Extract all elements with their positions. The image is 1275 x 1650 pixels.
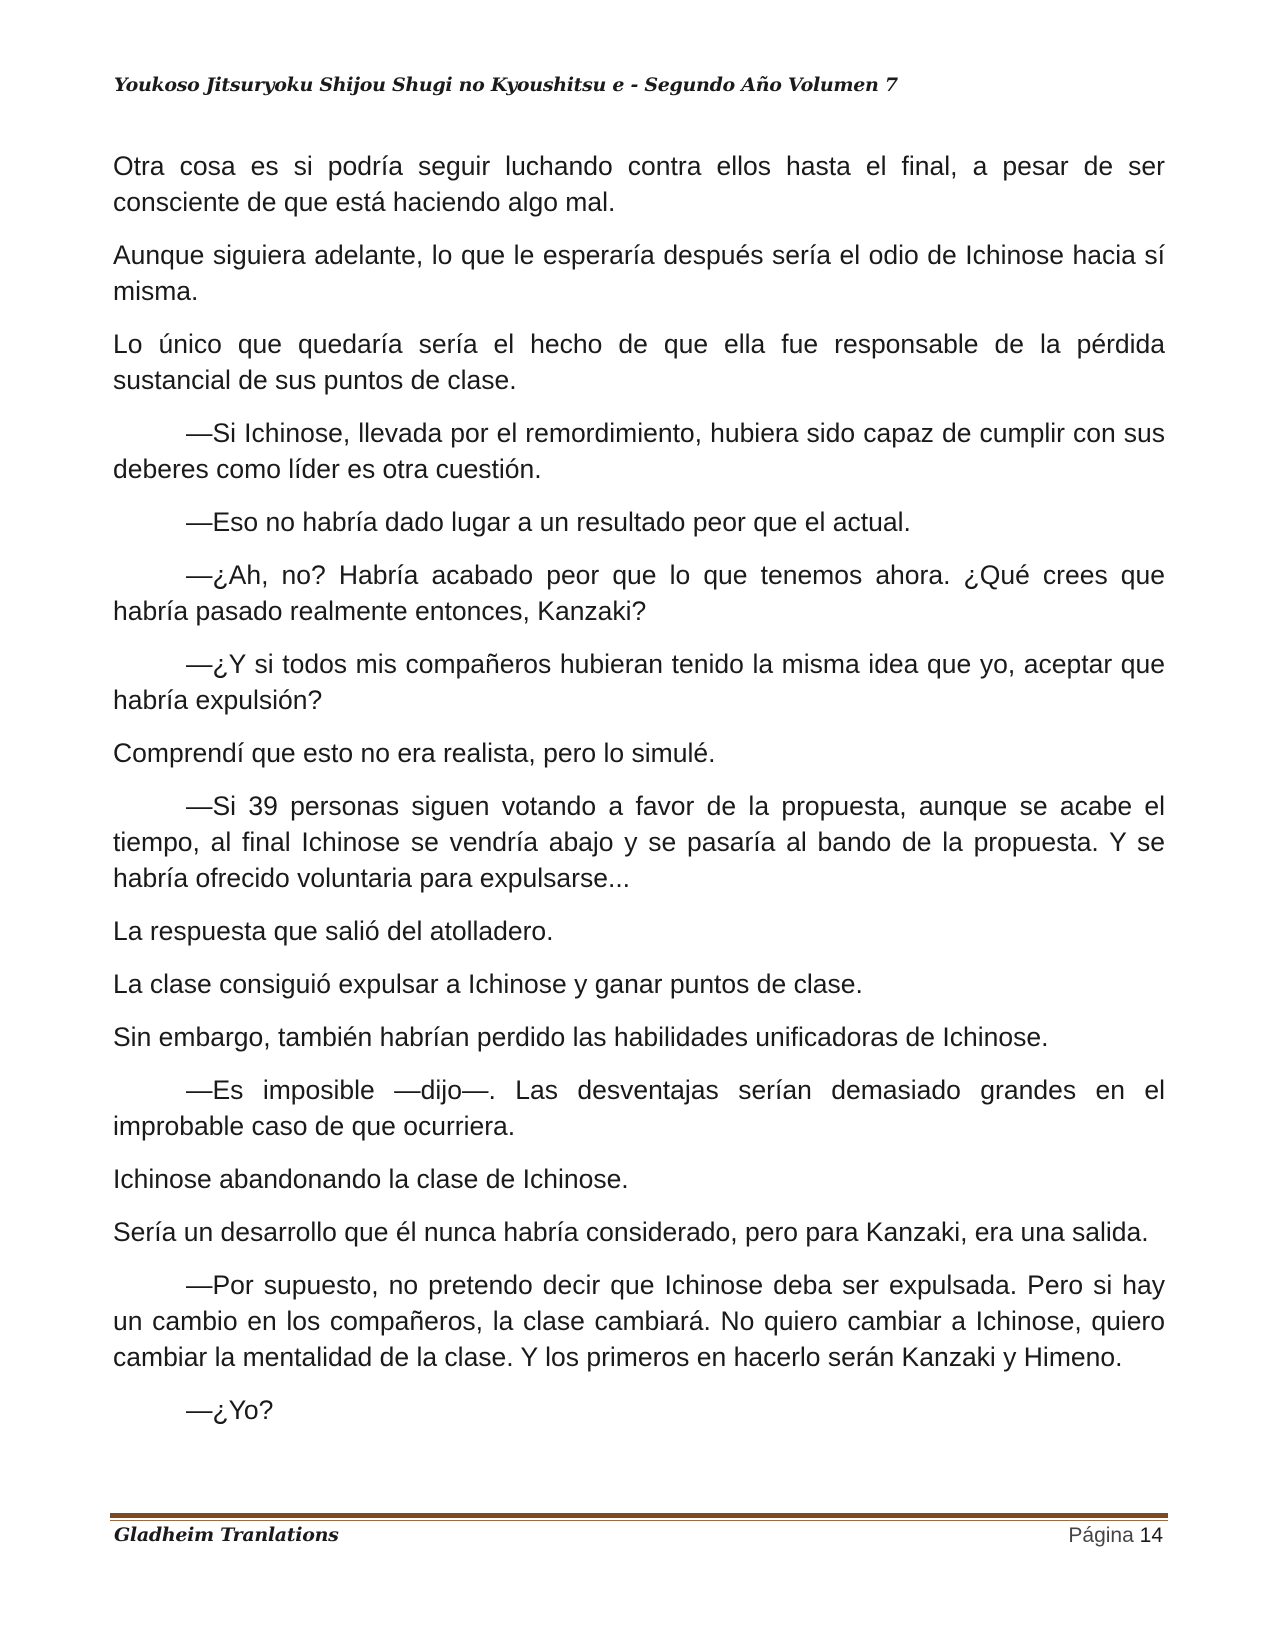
paragraph: La respuesta que salió del atolladero. bbox=[113, 916, 554, 946]
page-label: Página bbox=[1068, 1524, 1134, 1547]
paragraph: Lo único que quedaría sería el hecho de que ella fue responsable de la pérdida sustancial de sus puntos de clase. bbox=[113, 329, 1165, 395]
body-text bbox=[113, 148, 1165, 1445]
paragraph: Ichinose abandonando la clase de Ichinose. bbox=[113, 1164, 629, 1194]
dialogue-paragraph: —Es imposible —dijo—. Las desventajas serían demasiado grandes en el improbable caso de que ocurriera. bbox=[113, 1075, 1165, 1141]
footer-rule-thick bbox=[110, 1513, 1168, 1518]
dialogue-paragraph: —¿Y si todos mis compañeros hubieran tenido la misma idea que yo, aceptar que habría expulsión? bbox=[113, 649, 1165, 715]
paragraph: Comprendí que esto no era realista, pero lo simulé. bbox=[113, 738, 716, 768]
dialogue-paragraph: —Eso no habría dado lugar a un resultado peor que el actual. bbox=[186, 507, 911, 537]
footer-rule-thin bbox=[110, 1520, 1168, 1521]
dialogue-paragraph: —Si Ichinose, llevada por el remordimiento, hubiera sido capaz de cumplir con sus deberes como líder es otra cuestión. bbox=[113, 418, 1165, 484]
dialogue-paragraph: —Por supuesto, no pretendo decir que Ichinose deba ser expulsada. Pero si hay un cambio en los compañeros, la clase cambiará. No quiero cambiar a Ichinose, quiero cambiar la mentalidad de la clase. Y los primeros en hacerlo serán Kanzaki y Himeno. bbox=[113, 1270, 1165, 1372]
paragraph: Sin embargo, también habrían perdido las habilidades unificadoras de Ichinose. bbox=[113, 1022, 1049, 1052]
page-number: 14 bbox=[1139, 1524, 1163, 1547]
footer-credit: Gladheim Tranlations bbox=[114, 1524, 339, 1546]
paragraph: Otra cosa es si podría seguir luchando contra ellos hasta el final, a pesar de ser consciente de que está haciendo algo mal. bbox=[113, 151, 1165, 217]
dialogue-paragraph: —¿Yo? bbox=[186, 1395, 274, 1425]
page-number-block bbox=[1068, 1524, 1163, 1548]
dialogue-paragraph: —¿Ah, no? Habría acabado peor que lo que tenemos ahora. ¿Qué crees que habría pasado realmente entonces, Kanzaki? bbox=[113, 560, 1165, 626]
dialogue-paragraph: —Si 39 personas siguen votando a favor de la propuesta, aunque se acabe el tiempo, al final Ichinose se vendría abajo y se pasaría al bando de la propuesta. Y se habría ofrecido voluntaria para expulsarse... bbox=[113, 791, 1165, 893]
paragraph: Aunque siguiera adelante, lo que le esperaría después sería el odio de Ichinose hacia sí misma. bbox=[113, 240, 1165, 306]
page-header-title: Youkoso Jitsuryoku Shijou Shugi no Kyoushitsu e - Segundo Año Volumen 7 bbox=[114, 74, 898, 96]
paragraph: Sería un desarrollo que él nunca habría considerado, pero para Kanzaki, era una salida. bbox=[113, 1217, 1149, 1247]
paragraph: La clase consiguió expulsar a Ichinose y ganar puntos de clase. bbox=[113, 969, 863, 999]
